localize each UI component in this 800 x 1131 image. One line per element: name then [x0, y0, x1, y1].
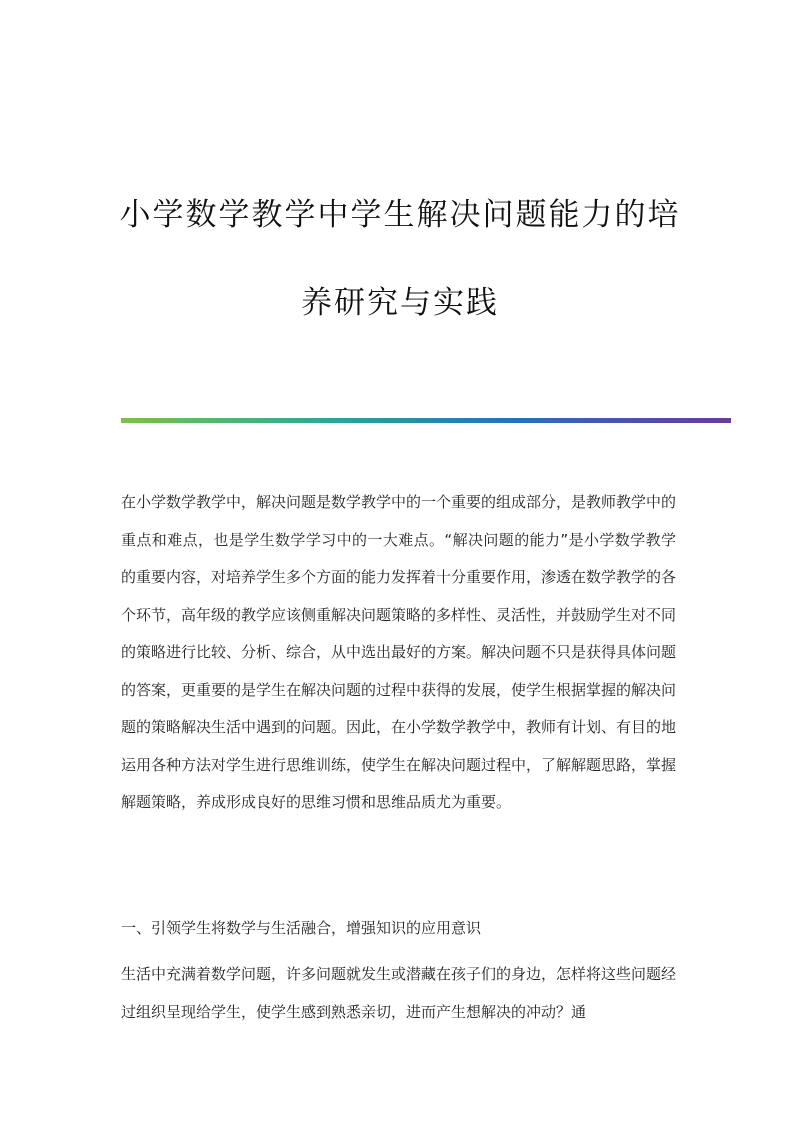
section-paragraph: 生活中充满着数学问题，许多问题就发生或潜藏在孩子们的身边，怎样将这些问题经过组织呈现给学生，使学生感到熟悉亲切，进而产生想解决的冲动？通 [121, 965, 677, 1021]
document-title-line-2: 养研究与实践 [301, 285, 499, 321]
title-divider [121, 418, 731, 423]
intro-paragraph: 在小学数学教学中，解决问题是数学教学中的一个重要的组成部分，是教师教学中的重点和难点，也是学生数学学习中的一大难点。“解决问题的能力”是小学数学教学的重要内容，对培养学生多个方面的能力发挥着十分重要作用，渗透在数学教学的各个环节，高年级的教学应该侧重解决问题策略的多样性、灵活性，并鼓励学生对不同的策略进行比较、分析、综合，从中选出最好的方案。解决问题不只是获得具体问题的答案，更重要的是学生在解决问题的过程中获得的发展，使学生根据掌握的解决问题的策略解决生活中遇到的问题。因此，在小学数学教学中，教师有计划、有目的地运用各种方法对学生进行思维训练，使学生在解决问题过程中，了解解题思路，掌握解题策略，养成形成良好的思维习惯和思维品质尤为重要。 [121, 493, 677, 811]
section-heading: 一、引领学生将数学与生活融合，增强知识的应用意识 [121, 919, 482, 937]
document-title-line-1: 小学数学教学中学生解决问题能力的培 [119, 197, 681, 233]
